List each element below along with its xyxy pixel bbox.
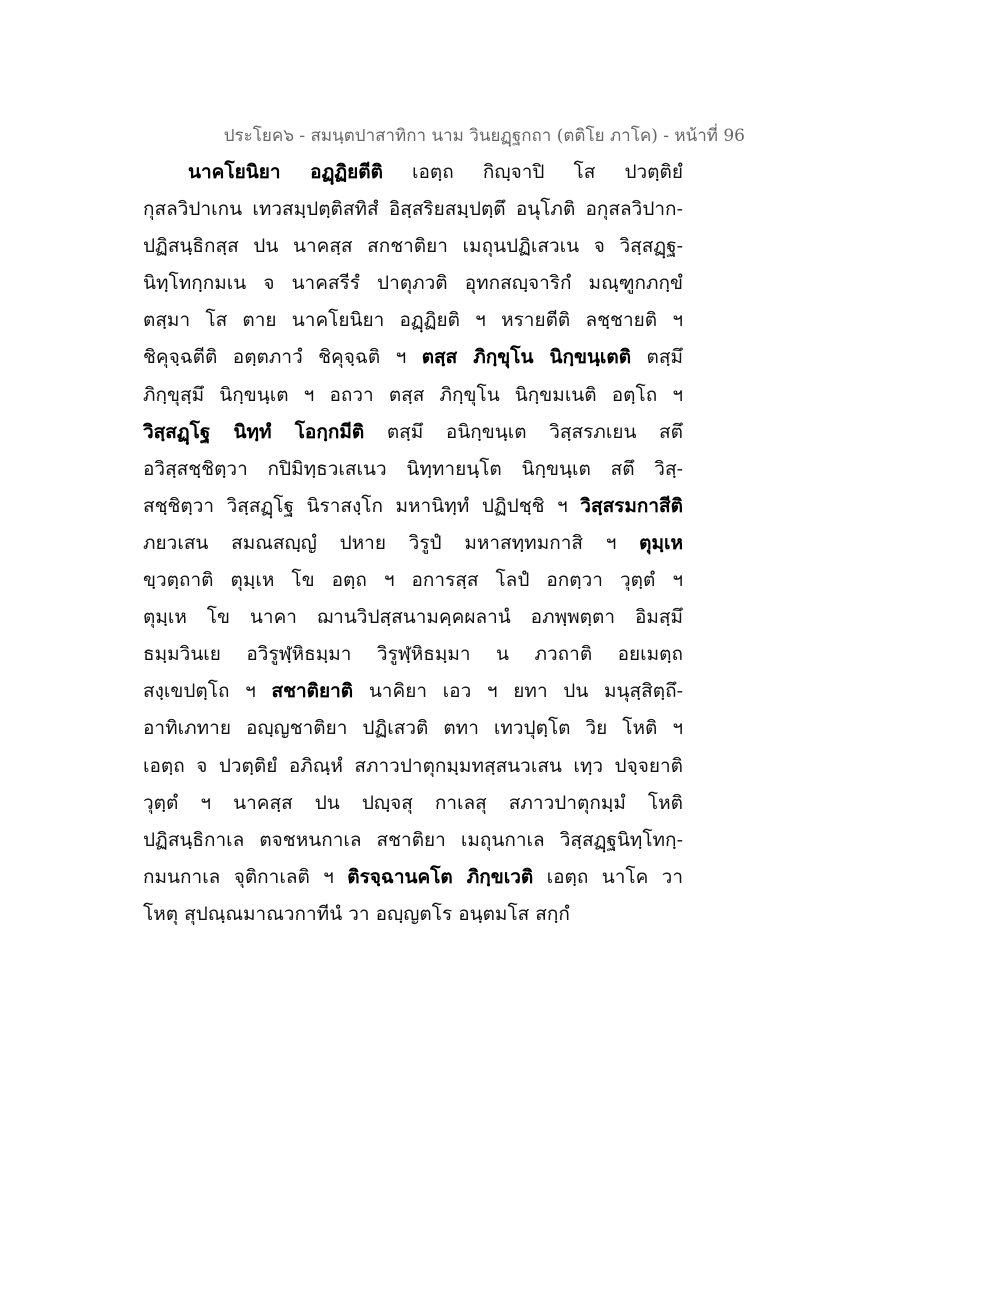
text-line [143,525,683,562]
text-line [143,302,683,339]
text-segment: ตสฺมึ [631,346,683,369]
text-line [143,414,683,451]
text-line [143,710,683,747]
text-segment: นาคิยา เอว ฯ ยทา ปน มนุสฺสิตฺถึ- [353,680,683,703]
text-segment: สงฺเขปตฺโถ ฯ [143,680,272,703]
text-line [143,488,683,525]
text-line [143,599,683,636]
text-segment: ภยวเสน สมณสญฺญํ ปหาย วิรูปํ มหาสทฺทมกาสิ ฯ [143,531,640,554]
text-segment: ภิกฺขุสฺมึ นิกฺขนฺเต ฯ อถวา ตสฺส ภิกฺขุโน นิกฺขมเนติ อตฺโถ ฯ [143,383,683,406]
text-segment: เอตฺถ กิญฺจาปิ โส ปวตฺติยํ [382,161,683,183]
text-line [143,154,683,191]
text-segment: เอตฺถ นาโค วา [533,865,683,888]
text-segment: ตสฺมา โส ตาย นาคโยนิยา อฏฺฏิยติ ฯ หรายตีติ ลชฺชายติ ฯ [143,309,683,332]
bold-term: ตสฺส ภิกฺขุโน นิกฺขนฺเตติ [421,346,632,369]
text-line [143,748,683,785]
text-line [143,191,683,228]
text-line [143,339,683,376]
text-segment: สชฺชิตฺวา วิสฺสฏฺโฐ นิราสงฺโก มหานิทฺทํ ปฏิปชฺชิ ฯ [143,494,581,517]
text-line [143,562,683,599]
text-line [143,377,683,414]
text-line [143,896,683,933]
text-segment: วุตฺตํ ฯ นาคสฺส ปน ปญฺจสุ กาเลสุ สภาวปาตุกมฺมํ โหติ [143,791,683,814]
text-segment: ปฏิสนฺธิกสฺส ปน นาคสฺส สกชาติยา เมถุนปฏิเสวเน จ วิสฺสฏฺฐ- [143,235,683,258]
text-segment: ปฏิสนฺธิกาเล ตจชหนกาเล สชาติยา เมถุนกาเล วิสฺสฏฺฐนิทฺโทกฺ- [143,828,683,851]
text-line [143,228,683,265]
text-segment: เอตฺถ จ ปวตฺติยํ อภิณฺหํ สภาวปาตุกมฺมทสฺสนวเสน เทฺว ปจฺจยาติ [143,754,683,777]
text-line [143,785,683,822]
text-line [143,636,683,673]
text-segment: อวิสฺสชฺชิตฺวา กปิมิทฺธวเสเนว นิทฺทายนฺโต นิกฺขนฺเต สตึ วิสฺ- [143,457,683,480]
text-line [143,859,683,896]
text-segment: อาทิเภทาย อญฺญชาติยา ปฏิเสวติ ตทา เทวปุตฺโต วิย โหติ ฯ [143,717,683,740]
bold-term: วิสฺสฏฺโฐ นิทฺทํ โอกฺกมีติ [143,420,365,443]
text-line [143,265,683,302]
bold-term: ติรจฺฉานคโต ภิกฺขเวติ [347,865,534,888]
bold-term: สชาติยาติ [271,680,354,703]
text-segment: ธมฺมวินเย อวิรูฬฺหิธมฺมา วิรูฬฺหิธมฺมา น ภวถาติ อยเมตฺถ [143,643,683,666]
text-segment: ขฺวตฺถาติ ตุมฺเห โข อตฺถ ฯ อการสฺส โลปํ อกตฺวา วุตฺตํ ฯ [143,569,683,592]
body-text [143,154,683,933]
text-line [143,822,683,859]
text-segment: โหตุ สุปณฺณมาณวกาทีนํ วา อญฺญตโร อนฺตมโส สกฺกํ [143,902,570,925]
text-segment: กมนกาเล จุติกาเลติ ฯ [143,865,348,888]
text-line [143,673,683,710]
text-line [143,451,683,488]
text-segment: กุสลวิปาเกน เทวสมฺปตฺติสทิสํ อิสฺสริยสมฺปตฺตึ อนุโภติ อกุสลวิปาก- [143,198,683,221]
text-segment: นิทฺโทกฺกมเน จ นาคสรีรํ ปาตุภวติ อุทกสญฺจาริกํ มณฺฑูกภกฺขํ [143,272,683,295]
text-segment: ชิคุจฺฉตีติ อตฺตภาวํ ชิคุจฺฉติ ฯ [143,346,422,369]
page-header: ประโยค๖ - สมนฺตปาสาทิกา นาม วินยฏฺฐกถา (ตติโย ภาโค) - หน้าที่ 96 [223,126,745,146]
text-segment: ตสฺมึ อนิกฺขนฺเต วิสฺสรภเยน สตึ [364,420,683,443]
bold-term: นาคโยนิยา อฏฺฏิยตีติ [188,161,383,183]
bold-term: วิสฺสรมกาสีติ [580,494,683,517]
bold-term: ตุมฺเห [639,531,683,554]
text-segment: ตุมฺเห โข นาคา ฌานวิปสฺสนามคฺคผลานํ อภพฺพตฺตา อิมสฺมึ [143,606,683,629]
